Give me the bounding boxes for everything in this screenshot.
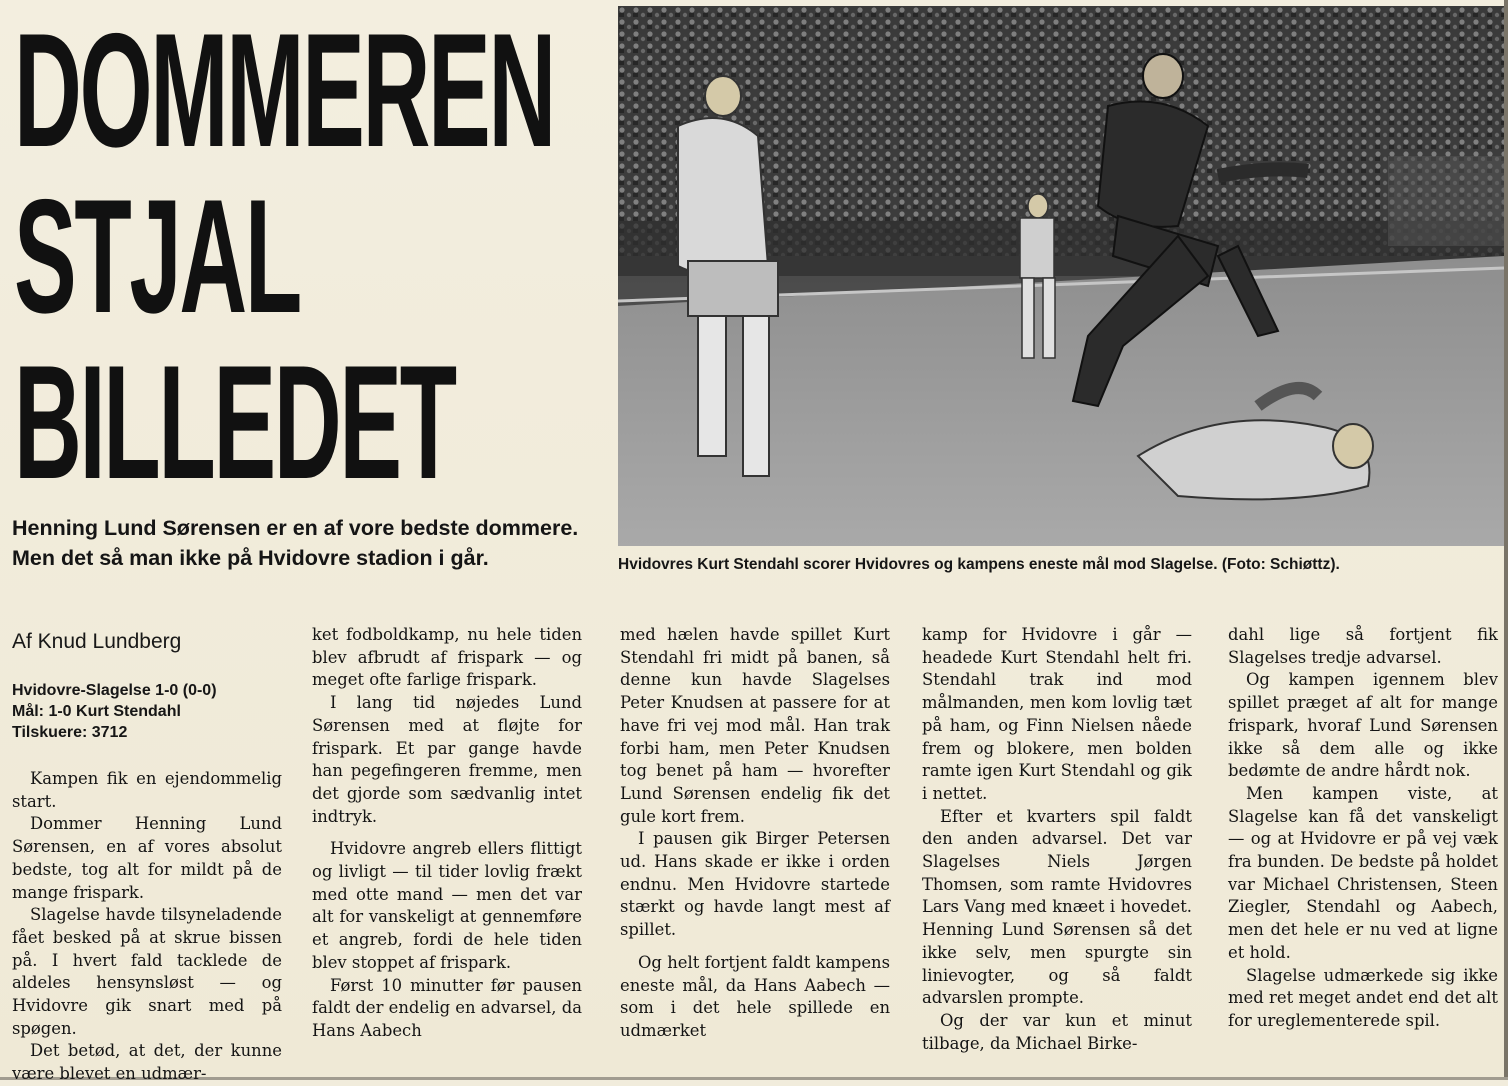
- paragraph: med hælen havde spillet Kurt Stendahl fri midt på banen, så denne kun havde Slagelses Peter Knudsen at passere for at have fri vej mod mål. Han trak forbi ham, men Peter Knudsen tog benet på ham — hvorefter Lund Sørensen endelig fik det gule kort frem.: [620, 625, 890, 826]
- match-spectators: Tilskuere: 3712: [12, 724, 128, 741]
- headline: [14, 0, 554, 513]
- headline-line: BILLEDET: [14, 332, 455, 513]
- match-goals: Mål: 1-0 Kurt Stendahl: [12, 703, 181, 720]
- paragraph: Slagelse udmærkede sig ikke med ret meget andet end det alt for ureglementerede spil.: [1228, 965, 1498, 1030]
- byline: Af Knud Lundberg: [12, 630, 182, 653]
- paragraph: Det betød, at det, der kunne være blevet en udmær-: [12, 1041, 282, 1084]
- match-facts: [12, 680, 292, 743]
- paragraph: Men kampen viste, at Slagelse kan få det vanskeligt — og at Hvidovre er på vej væk fra bunden. De bedste på holdet var Michael Christensen, Steen Ziegler, Stendahl og Aabech, men det hele er nu ved at ligne et hold.: [1228, 783, 1498, 962]
- paragraph: I lang tid nøjedes Lund Sørensen med at fløjte for frispark. Et par gange havde han pegefingeren fremme, men det gjorde som sædvanlig intet indtryk.: [312, 693, 582, 826]
- photo-caption: Hvidovres Kurt Stendahl scorer Hvidovres og kampens eneste mål mod Slagelse. (Foto: Schiøttz).: [618, 556, 1340, 573]
- paragraph: Dommer Henning Lund Sørensen, en af vores absolut bedste, tog alt for mildt på de mange frispark.: [12, 814, 282, 902]
- article-column-1: [12, 768, 282, 1084]
- clipping-edge: [1504, 0, 1508, 1080]
- paragraph: Slagelse havde tilsyneladende fået besked på at skrue bissen på. I hvert fald tacklede de aldeles hensynsløst — og Hvidovre gik snart med på spøgen.: [12, 905, 282, 1038]
- paragraph: Hvidovre angreb ellers flittigt og livligt — til tider lovlig frækt med otte mand — men det var alt for vanskeligt at gennemføre et angreb, fordi de hele tiden blev stoppet af frispark.: [312, 839, 582, 972]
- paragraph: I pausen gik Birger Petersen ud. Hans skade er ikke i orden endnu. Men Hvidovre startede stærkt og havde langt mest af spillet.: [620, 829, 890, 940]
- paragraph: dahl lige så fortjent fik Slagelses tredje advarsel.: [1228, 625, 1498, 667]
- paragraph: Kampen fik en ejendommelig start.: [12, 769, 282, 811]
- paragraph: Efter et kvarters spil faldt den anden advarsel. Det var Slagelses Niels Jørgen Thomsen, som ramte Hvidovres Lars Vang med knæet i hovedet. Henning Lund Sørensen så det ikke selv, men spurgte sin linievogter, og så faldt advarslen prompte.: [922, 806, 1192, 1008]
- headline-line: STJAL: [14, 166, 300, 347]
- paragraph: Og helt fortjent faldt kampens eneste mål, da Hans Aabech — som i det hele spillede en udmærket: [620, 952, 890, 1040]
- paragraph: Og kampen igennem blev spillet præget af alt for mange frispark, hvoraf Lund Sørensen ikke så dem alle og ikke bedømte de andre hårdt nok.: [1228, 670, 1498, 781]
- lead-paragraph: Henning Lund Sørensen er en af vore bedste dommere. Men det så man ikke på Hvidovre stadion i går.: [12, 516, 579, 570]
- paragraph: Først 10 minutter før pausen faldt der endelig en advarsel, da Hans Aabech: [312, 975, 582, 1040]
- match-photo: [618, 6, 1504, 546]
- paragraph: ket fodboldkamp, nu hele tiden blev afbrudt af frispark — og meget ofte farlige frispark.: [312, 625, 582, 690]
- article-column-4: [922, 624, 1192, 1076]
- article-column-3: [620, 624, 890, 1076]
- match-result: Hvidovre-Slagelse 1-0 (0-0): [12, 682, 217, 699]
- article-column-5: [1228, 624, 1498, 1076]
- paragraph: Og der var kun et minut tilbage, da Michael Birke-: [922, 1010, 1192, 1053]
- headline-line: DOMMEREN: [14, 0, 554, 181]
- paragraph: kamp for Hvidovre i går — headede Kurt Stendahl helt fri. Stendahl trak ind mod målmanden, men kom lovlig tæt på ham, og Finn Nielsen nåede frem og blokere, men bolden ramte igen Kurt Stendahl og gik i nettet.: [922, 625, 1192, 803]
- article-column-2: [312, 624, 582, 1076]
